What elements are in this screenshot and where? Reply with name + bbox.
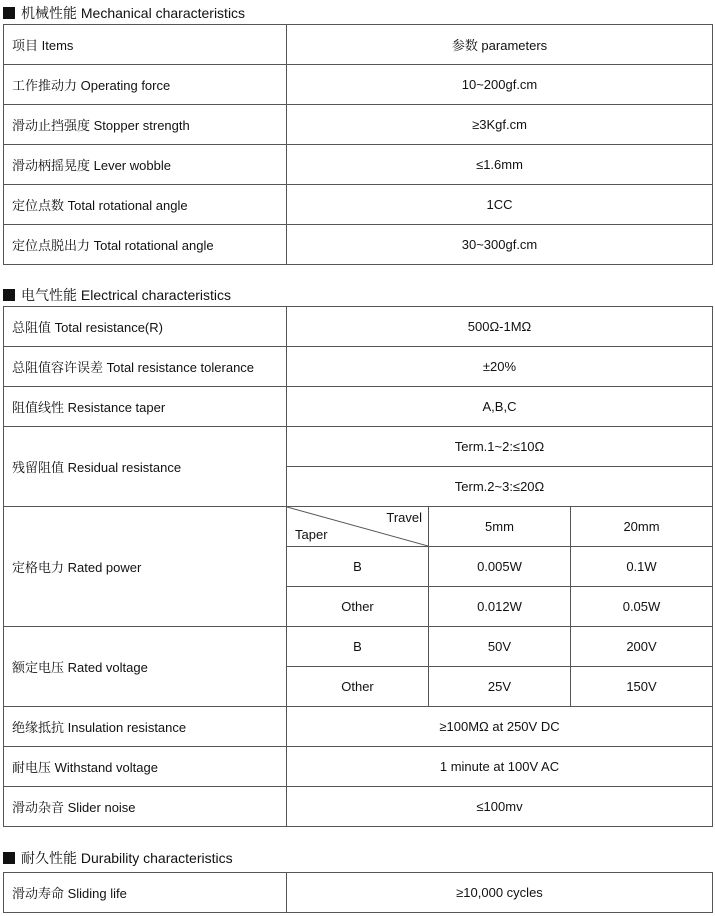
row-label: 滑动柄摇晃度 Lever wobble (4, 145, 287, 185)
row-value: 500Ω-1MΩ (287, 307, 713, 347)
travel-taper-header (287, 507, 429, 547)
table-row (4, 507, 713, 547)
row-value: Term.2~3:≤20Ω (287, 467, 713, 507)
taper-cell: Other (287, 587, 429, 627)
section-durability-title (3, 850, 233, 866)
row-label: 绝缘抵抗 Insulation resistance (4, 707, 287, 747)
electrical-table (3, 306, 713, 827)
square-bullet-icon (3, 852, 15, 864)
section-durability-title-text: 耐久性能 Durability characteristics (21, 850, 233, 866)
section-electrical-title (3, 287, 231, 303)
section-mechanical-title (3, 5, 245, 21)
travel-20mm: 20mm (571, 507, 713, 547)
row-value: 25V (429, 667, 571, 707)
header-parameters: 参数 parameters (287, 25, 713, 65)
row-label: 总阻值 Total resistance(R) (4, 307, 287, 347)
taper-cell: Other (287, 667, 429, 707)
mechanical-table (3, 24, 713, 265)
table-row (4, 387, 713, 427)
row-value: 0.1W (571, 547, 713, 587)
row-label: 工作推动力 Operating force (4, 65, 287, 105)
header-items: 项目 Items (4, 25, 287, 65)
section-mechanical-title-text: 机械性能 Mechanical characteristics (21, 5, 246, 21)
table-row (4, 707, 713, 747)
row-value: ≥10,000 cycles (287, 873, 713, 913)
row-value: 1CC (287, 185, 713, 225)
table-row (4, 105, 713, 145)
row-value: 30~300gf.cm (287, 225, 713, 265)
travel-5mm: 5mm (429, 507, 571, 547)
table-row (4, 145, 713, 185)
table-row (4, 427, 713, 467)
section-electrical-title-text: 电气性能 Electrical characteristics (21, 287, 232, 303)
row-value: ±20% (287, 347, 713, 387)
row-value: 10~200gf.cm (287, 65, 713, 105)
row-value: ≥3Kgf.cm (287, 105, 713, 145)
durability-table (3, 872, 713, 913)
row-value: 1 minute at 100V AC (287, 747, 713, 787)
table-row (4, 185, 713, 225)
row-value: 50V (429, 627, 571, 667)
square-bullet-icon (3, 7, 15, 19)
row-label: 定位点脱出力 Total rotational angle (4, 225, 287, 265)
row-value: A,B,C (287, 387, 713, 427)
row-label: 定格电力 Rated power (4, 507, 287, 627)
row-value: ≤1.6mm (287, 145, 713, 185)
row-label: 阻值线性 Resistance taper (4, 387, 287, 427)
row-value: 0.005W (429, 547, 571, 587)
travel-label: Travel (386, 510, 422, 525)
taper-cell: B (287, 627, 429, 667)
table-row (4, 747, 713, 787)
row-value: 150V (571, 667, 713, 707)
table-row (4, 787, 713, 827)
row-label: 定位点数 Total rotational angle (4, 185, 287, 225)
row-label: 滑动止挡强度 Stopper strength (4, 105, 287, 145)
row-value: ≤100mv (287, 787, 713, 827)
taper-cell: B (287, 547, 429, 587)
square-bullet-icon (3, 289, 15, 301)
row-label: 滑动寿命 Sliding life (4, 873, 287, 913)
table-row (4, 347, 713, 387)
table-row (4, 25, 713, 65)
row-label: 额定电压 Rated voltage (4, 627, 287, 707)
table-row (4, 225, 713, 265)
taper-label: Taper (295, 527, 328, 542)
table-row (4, 627, 713, 667)
row-label: 耐电压 Withstand voltage (4, 747, 287, 787)
row-value: ≥100MΩ at 250V DC (287, 707, 713, 747)
row-label: 总阻值容许误差 Total resistance tolerance (4, 347, 287, 387)
row-value: Term.1~2:≤10Ω (287, 427, 713, 467)
table-row (4, 307, 713, 347)
row-value: 0.012W (429, 587, 571, 627)
row-value: 0.05W (571, 587, 713, 627)
row-label: 滑动杂音 Slider noise (4, 787, 287, 827)
table-row (4, 65, 713, 105)
table-row (4, 873, 713, 913)
row-label: 残留阻值 Residual resistance (4, 427, 287, 507)
row-value: 200V (571, 627, 713, 667)
